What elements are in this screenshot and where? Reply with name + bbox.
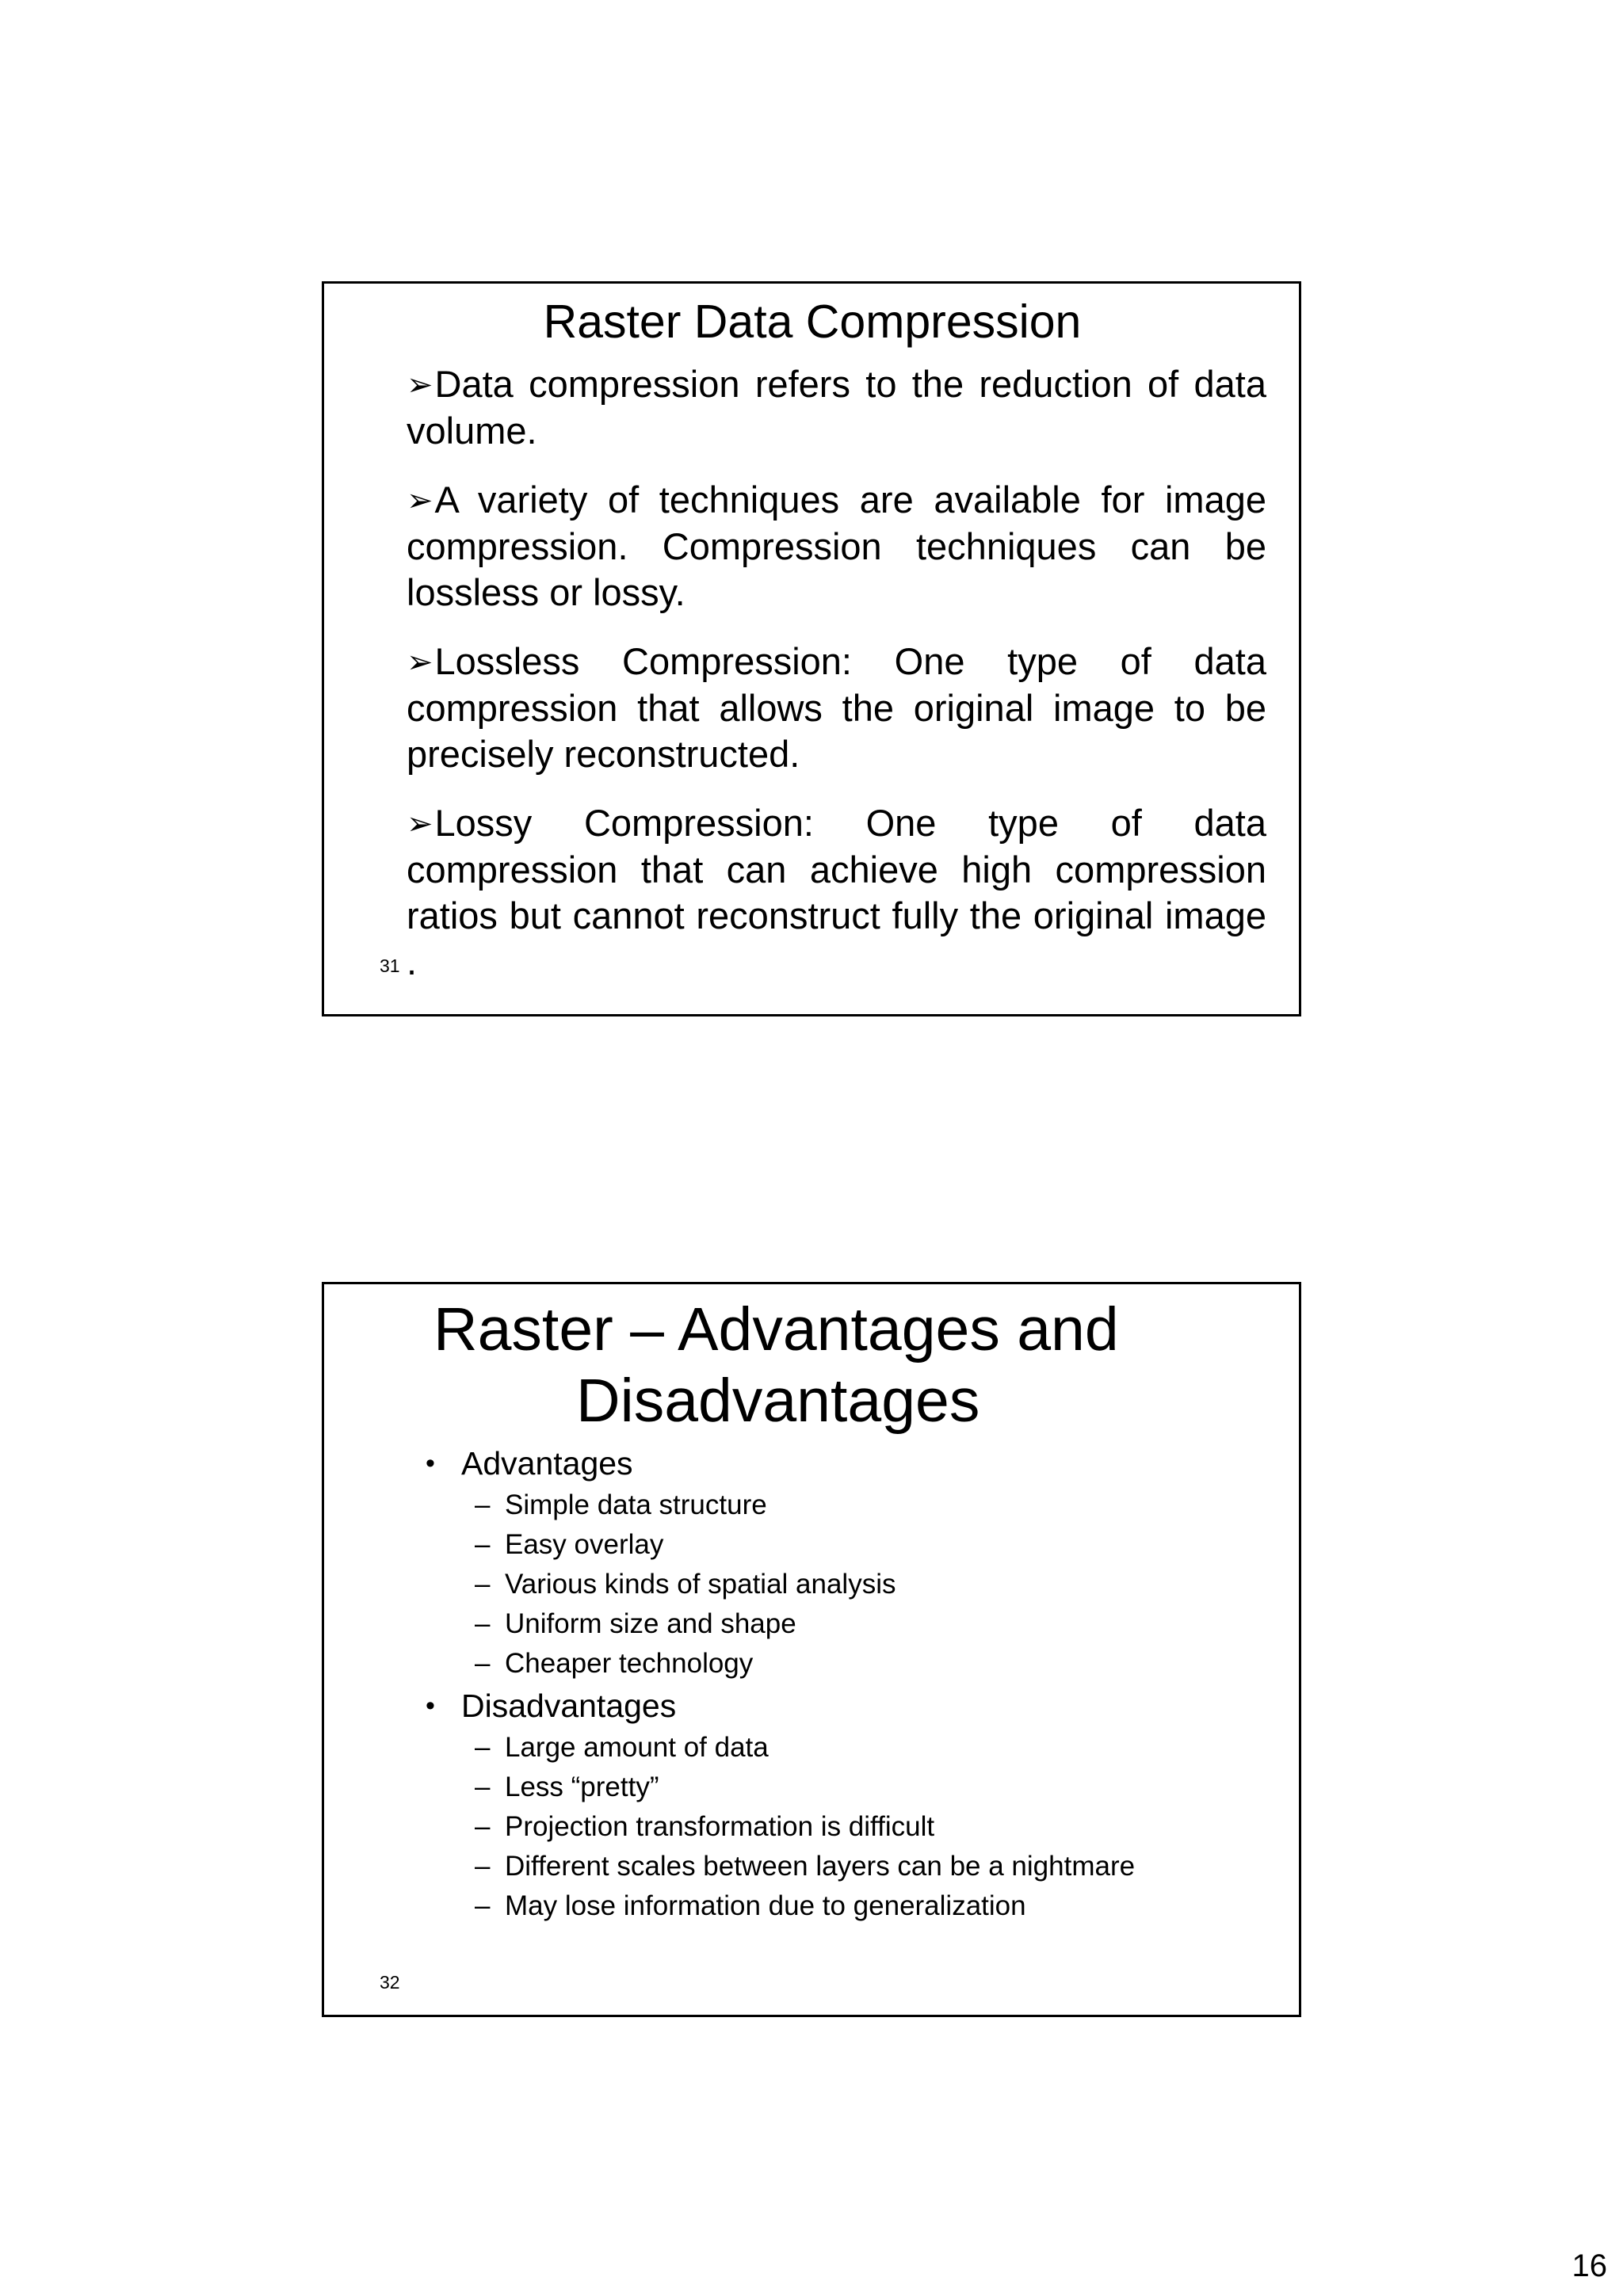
list-item: – Simple data structure: [426, 1486, 1281, 1525]
advantages-disadvantages-list: [426, 1441, 1281, 1926]
dash-bullet-icon: –: [475, 1529, 491, 1560]
slide-body: [407, 361, 1266, 1008]
page-number: 16: [1571, 2248, 1607, 2283]
list-item-disadvantages: • Disadvantages: [426, 1684, 1281, 1728]
list-item: – Large amount of data: [426, 1728, 1281, 1768]
arrow-bullet-icon: ➢: [407, 807, 433, 841]
arrow-bullet-icon: ➢: [407, 368, 433, 402]
bullet-paragraph: [407, 477, 1266, 616]
dash-bullet-icon: –: [475, 1489, 491, 1520]
list-item: – Projection transformation is difficult: [426, 1807, 1281, 1847]
list-item-advantages: • Advantages: [426, 1441, 1281, 1486]
bullet-dot-icon: •: [426, 1691, 435, 1721]
list-item: – Various kinds of spatial analysis: [426, 1565, 1281, 1604]
slide-number: 31: [380, 955, 400, 976]
paragraph-text: A variety of techniques are available for image compression. Compression techniques can be lossless or lossy.: [407, 479, 1266, 613]
title-line-1: Raster – Advantages and: [433, 1295, 1119, 1363]
bullet-paragraph: [407, 800, 1266, 985]
slide-title: [324, 1294, 1299, 1436]
list-item: – Less “pretty”: [426, 1768, 1281, 1807]
paragraph-text: Data compression refers to the reduction of data volume.: [407, 363, 1266, 452]
slide-number: 32: [380, 1972, 400, 1993]
list-item: – Uniform size and shape: [426, 1604, 1281, 1644]
title-line-2: Disadvantages: [576, 1367, 980, 1435]
paragraph-text: Lossy Compression: One type of data compression that can achieve high compression ratios but cannot reconstruct fully the original image .: [407, 802, 1266, 982]
bullet-paragraph: [407, 639, 1266, 777]
dash-bullet-icon: –: [475, 1772, 491, 1802]
list-item: – Different scales between layers can be a nightmare: [426, 1847, 1281, 1886]
bullet-paragraph: [407, 361, 1266, 454]
dash-bullet-icon: –: [475, 1890, 491, 1921]
dash-bullet-icon: –: [475, 1851, 491, 1882]
arrow-bullet-icon: ➢: [407, 483, 433, 518]
dash-bullet-icon: –: [475, 1569, 491, 1600]
slide-title: Raster Data Compression: [543, 296, 1082, 348]
dash-bullet-icon: –: [475, 1811, 491, 1842]
list-item: – May lose information due to generalization: [426, 1886, 1281, 1926]
list-item: – Cheaper technology: [426, 1644, 1281, 1684]
dash-bullet-icon: –: [475, 1732, 491, 1763]
dash-bullet-icon: –: [475, 1648, 491, 1679]
slide-32: [322, 1282, 1301, 2017]
paragraph-text: Lossless Compression: One type of data compression that allows the original image to be precisely reconstructed.: [407, 640, 1266, 775]
slide-31: [322, 281, 1301, 1016]
dash-bullet-icon: –: [475, 1608, 491, 1639]
bullet-dot-icon: •: [426, 1448, 435, 1478]
arrow-bullet-icon: ➢: [407, 645, 433, 680]
list-item: – Easy overlay: [426, 1525, 1281, 1565]
